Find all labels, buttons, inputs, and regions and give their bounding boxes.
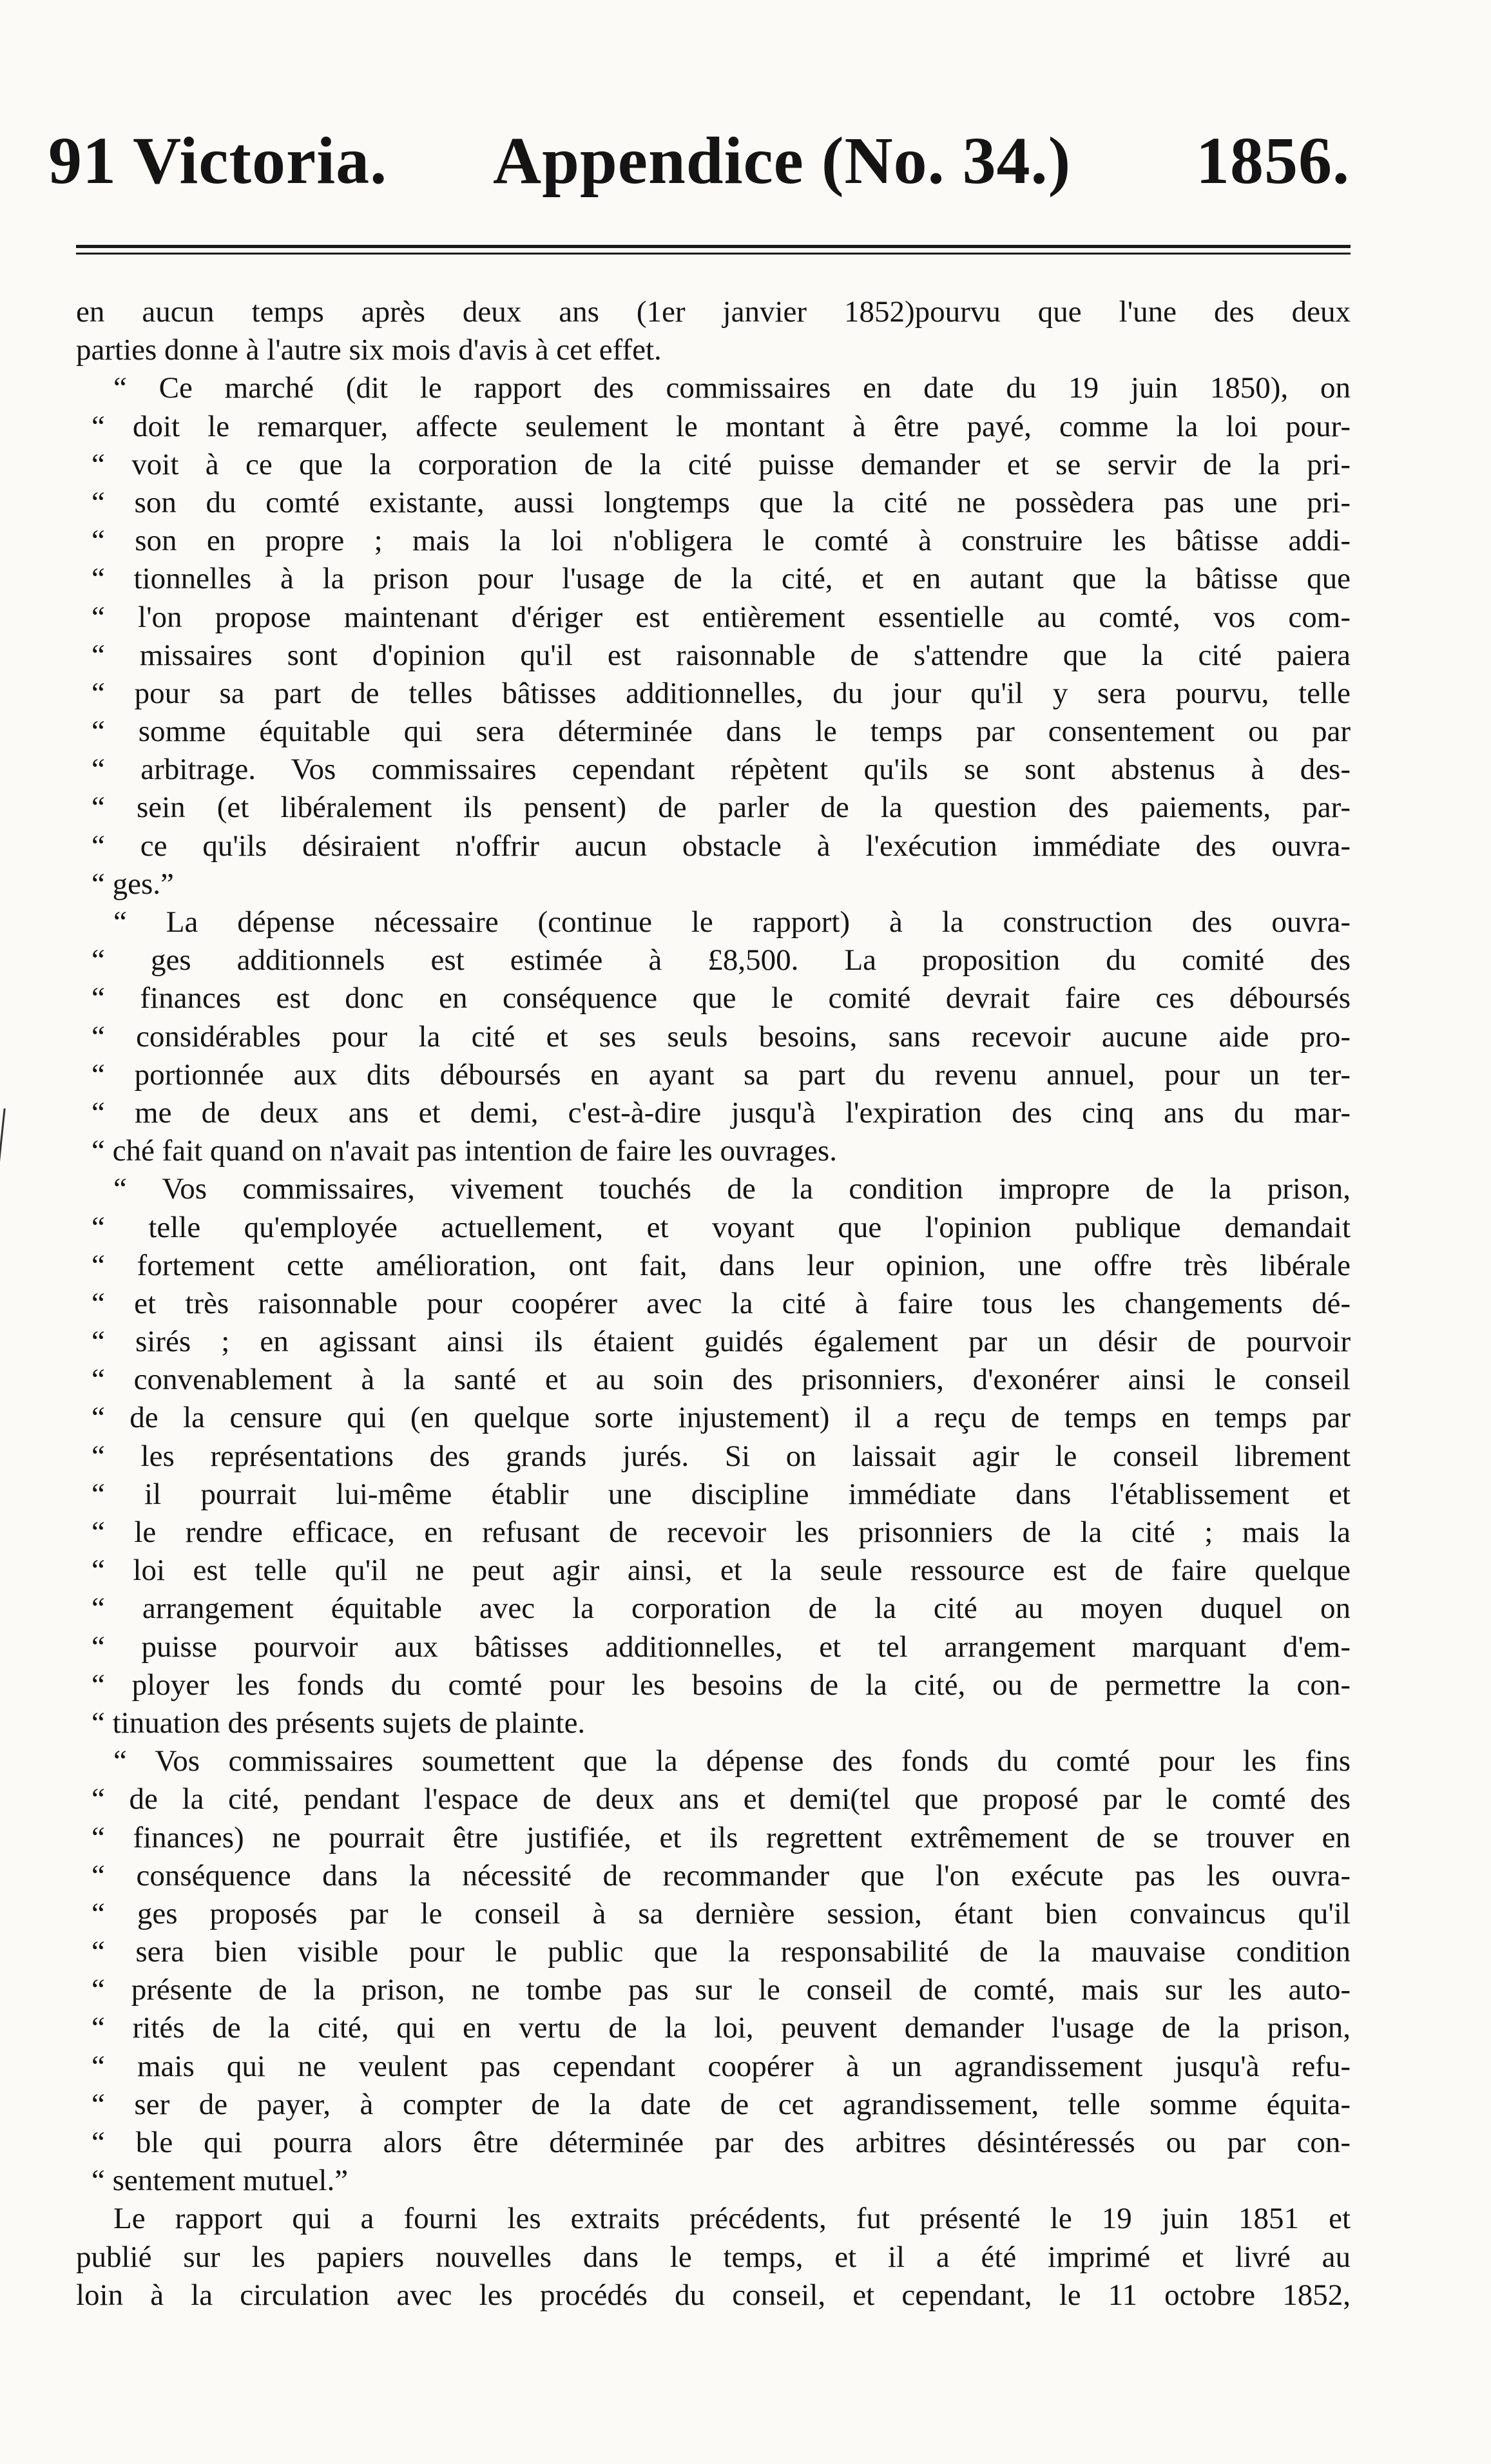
text-line: “ ges.” [91, 867, 174, 901]
text-line: “ ployer les fonds du comté pour les besoins de la cité, ou de permettre la con- [91, 1668, 1351, 1702]
text-line: “ arbitrage. Vos commissaires cependant répètent qu'ils se sont abstenus à des- [91, 753, 1351, 787]
text-line: “ tionnelles à la prison pour l'usage de la cité, et en autant que la bâtisse que [91, 562, 1351, 596]
margin-pen-mark [0, 1108, 6, 1166]
text-line: “ ges additionnels est estimée à £8,500. La proposition du comité des [91, 943, 1351, 977]
header-rule-thin [76, 253, 1351, 255]
header-year: 1856. [1196, 124, 1350, 198]
text-line: “ finances est donc en conséquence que le comité devrait faire ces déboursés [91, 981, 1351, 1015]
text-line: parties donne à l'autre six mois d'avis à cet effet. [76, 333, 662, 367]
text-line: “ sein (et libéralement ils pensent) de parler de la question des paiements, par- [91, 791, 1351, 825]
text-line: “ arrangement équitable avec la corporation de la cité au moyen duquel on [91, 1592, 1351, 1626]
text-line: “ ges proposés par le conseil à sa dernière session, étant bien convaincus qu'il [91, 1896, 1351, 1930]
text-line: “ finances) ne pourrait être justifiée, et ils regrettent extrêmement de se trouver en [91, 1820, 1351, 1854]
text-line: “ Ce marché (dit le rapport des commissaires en date du 19 juin 1850), on [113, 371, 1351, 405]
text-line: “ son du comté existante, aussi longtemps que la cité ne possèdera pas une pri- [91, 485, 1351, 519]
text-line: “ loi est telle qu'il ne peut agir ainsi, et la seule ressource est de faire quelque [91, 1554, 1351, 1588]
text-line: “ rités de la cité, qui en vertu de la loi, peuvent demander l'usage de la prison, [91, 2011, 1351, 2045]
text-line: “ son en propre ; mais la loi n'obligera le comté à construire les bâtisse addi- [91, 524, 1351, 558]
text-line: “ La dépense nécessaire (continue le rapport) à la construction des ouvra- [113, 905, 1351, 939]
text-line: “ convenablement à la santé et au soin des prisonniers, d'exonérer ainsi le conseil [91, 1363, 1351, 1397]
text-line: “ considérables pour la cité et ses seuls besoins, sans recevoir aucune aide pro- [91, 1019, 1351, 1054]
text-line: “ l'on propose maintenant d'ériger est entièrement essentielle au comté, vos com- [91, 600, 1351, 634]
text-line: “ ce qu'ils désiraient n'offrir aucun obstacle à l'exécution immédiate des ouvra- [91, 829, 1351, 863]
header-rule-thick [76, 245, 1351, 248]
text-line: “ puisse pourvoir aux bâtisses additionnelles, et tel arrangement marquant d'em- [91, 1630, 1351, 1664]
text-line: “ missaires sont d'opinion qu'il est raisonnable de s'attendre que la cité paiera [91, 638, 1351, 672]
text-line: “ de la censure qui (en quelque sorte injustement) il a reçu de temps en temps par [91, 1401, 1351, 1435]
body-text [76, 293, 1351, 2315]
header-appendix: Appendice (No. 34.) [493, 124, 1072, 198]
text-line: “ fortement cette amélioration, ont fait, dans leur opinion, une offre très libérale [91, 1248, 1351, 1282]
text-line: “ mais qui ne veulent pas cependant coopérer à un agrandissement jusqu'à refu- [91, 2049, 1351, 2083]
text-line: “ sera bien visible pour le public que la responsabilité de la mauvaise condition [91, 1935, 1351, 1969]
text-line: “ le rendre efficace, en refusant de recevoir les prisonniers de la cité ; mais la [91, 1516, 1351, 1549]
text-line: “ pour sa part de telles bâtisses additionnelles, du jour qu'il y sera pourvu, telle [91, 676, 1351, 710]
page-header [48, 113, 1350, 209]
text-line: “ portionnée aux dits déboursés en ayant sa part du revenu annuel, pour un ter- [91, 1057, 1351, 1092]
text-line: “ conséquence dans la nécessité de recommander que l'on exécute pas les ouvra- [91, 1858, 1351, 1892]
text-line: publié sur les papiers nouvelles dans le temps, et il a été imprimé et livré au [76, 2240, 1351, 2274]
text-line: “ ser de payer, à compter de la date de cet agrandissement, telle somme équita- [91, 2087, 1351, 2121]
text-line: “ somme équitable qui sera déterminée dans le temps par consentement ou par [91, 715, 1351, 749]
text-line: “ me de deux ans et demi, c'est-à-dire jusqu'à l'expiration des cinq ans du mar- [91, 1095, 1351, 1130]
text-line: “ tinuation des présents sujets de plainte. [91, 1706, 586, 1740]
text-line: “ présente de la prison, ne tombe pas sur le conseil de comté, mais sur les auto- [91, 1973, 1351, 2007]
text-line: “ sentement mutuel.” [91, 2164, 349, 2198]
text-line: “ doit le remarquer, affecte seulement le montant à être payé, comme la loi pour- [91, 409, 1351, 443]
text-line: “ Vos commissaires soumettent que la dépense des fonds du comté pour les fins [113, 1744, 1351, 1778]
text-line: “ et très raisonnable pour coopérer avec la cité à faire tous les changements dé- [91, 1286, 1351, 1320]
text-line: “ ché fait quand on n'avait pas intention de faire les ouvrages. [91, 1134, 837, 1168]
text-line: “ voit à ce que la corporation de la cité puisse demander et se servir de la pri- [91, 447, 1351, 481]
header-session: 91 Victoria. [48, 124, 388, 198]
text-line: “ il pourrait lui-même établir une discipline immédiate dans l'établissement et [91, 1477, 1351, 1511]
text-line: en aucun temps après deux ans (1er janvier 1852)pourvu que l'une des deux [76, 295, 1351, 329]
text-line: “ telle qu'employée actuellement, et voyant que l'opinion publique demandait [91, 1210, 1351, 1244]
text-line: “ sirés ; en agissant ainsi ils étaient guidés également par un désir de pourvoir [91, 1325, 1351, 1359]
text-line: “ Vos commissaires, vivement touchés de la condition impropre de la prison, [113, 1172, 1351, 1206]
text-line: loin à la circulation avec les procédés du conseil, et cependant, le 11 octobre 1852, [76, 2278, 1351, 2312]
text-line: “ de la cité, pendant l'espace de deux ans et demi(tel que proposé par le comté des [91, 1782, 1351, 1816]
text-line: “ ble qui pourra alors être déterminée par des arbitres désintéressés ou par con- [91, 2126, 1351, 2159]
text-line: “ les représentations des grands jurés. Si on laissait agir le conseil librement [91, 1439, 1351, 1473]
text-line: Le rapport qui a fourni les extraits précédents, fut présenté le 19 juin 1851 et [113, 2202, 1351, 2236]
